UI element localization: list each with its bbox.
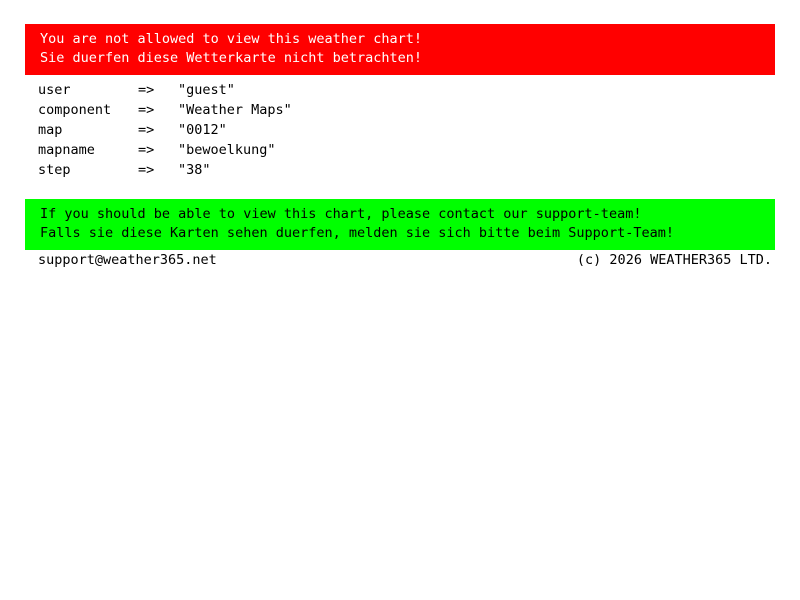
param-key: user [38, 82, 71, 98]
param-arrow: => [138, 102, 155, 118]
error-banner-line-en: You are not allowed to view this weather chart! [40, 31, 423, 47]
info-banner [25, 199, 775, 250]
table-row [38, 100, 292, 120]
error-banner-line-de: Sie duerfen diese Wetterkarte nicht betrachten! [40, 50, 423, 66]
param-arrow: => [138, 142, 155, 158]
copyright-text: (c) 2026 WEATHER365 LTD. [576, 252, 772, 268]
param-value: "0012" [178, 122, 227, 138]
parameter-table [38, 80, 292, 180]
info-banner-line-de: Falls sie diese Karten sehen duerfen, melden sie sich bitte beim Support-Team! [40, 225, 674, 241]
table-row [38, 80, 292, 100]
param-arrow: => [138, 122, 155, 138]
param-value: "Weather Maps" [178, 102, 292, 118]
table-row [38, 120, 292, 140]
param-arrow: => [138, 162, 155, 178]
param-key: map [38, 122, 63, 138]
param-value: "bewoelkung" [178, 142, 276, 158]
param-key: mapname [38, 142, 95, 158]
table-row [38, 140, 292, 160]
support-email-link[interactable]: support@weather365.net [38, 252, 217, 268]
param-key: step [38, 162, 71, 178]
footer [38, 251, 772, 269]
info-banner-line-en: If you should be able to view this chart, please contact our support-team! [40, 206, 642, 222]
param-arrow: => [138, 82, 155, 98]
param-key: component [38, 102, 112, 118]
param-value: "guest" [178, 82, 235, 98]
table-row [38, 160, 292, 180]
param-value: "38" [178, 162, 211, 178]
error-banner [25, 24, 775, 75]
